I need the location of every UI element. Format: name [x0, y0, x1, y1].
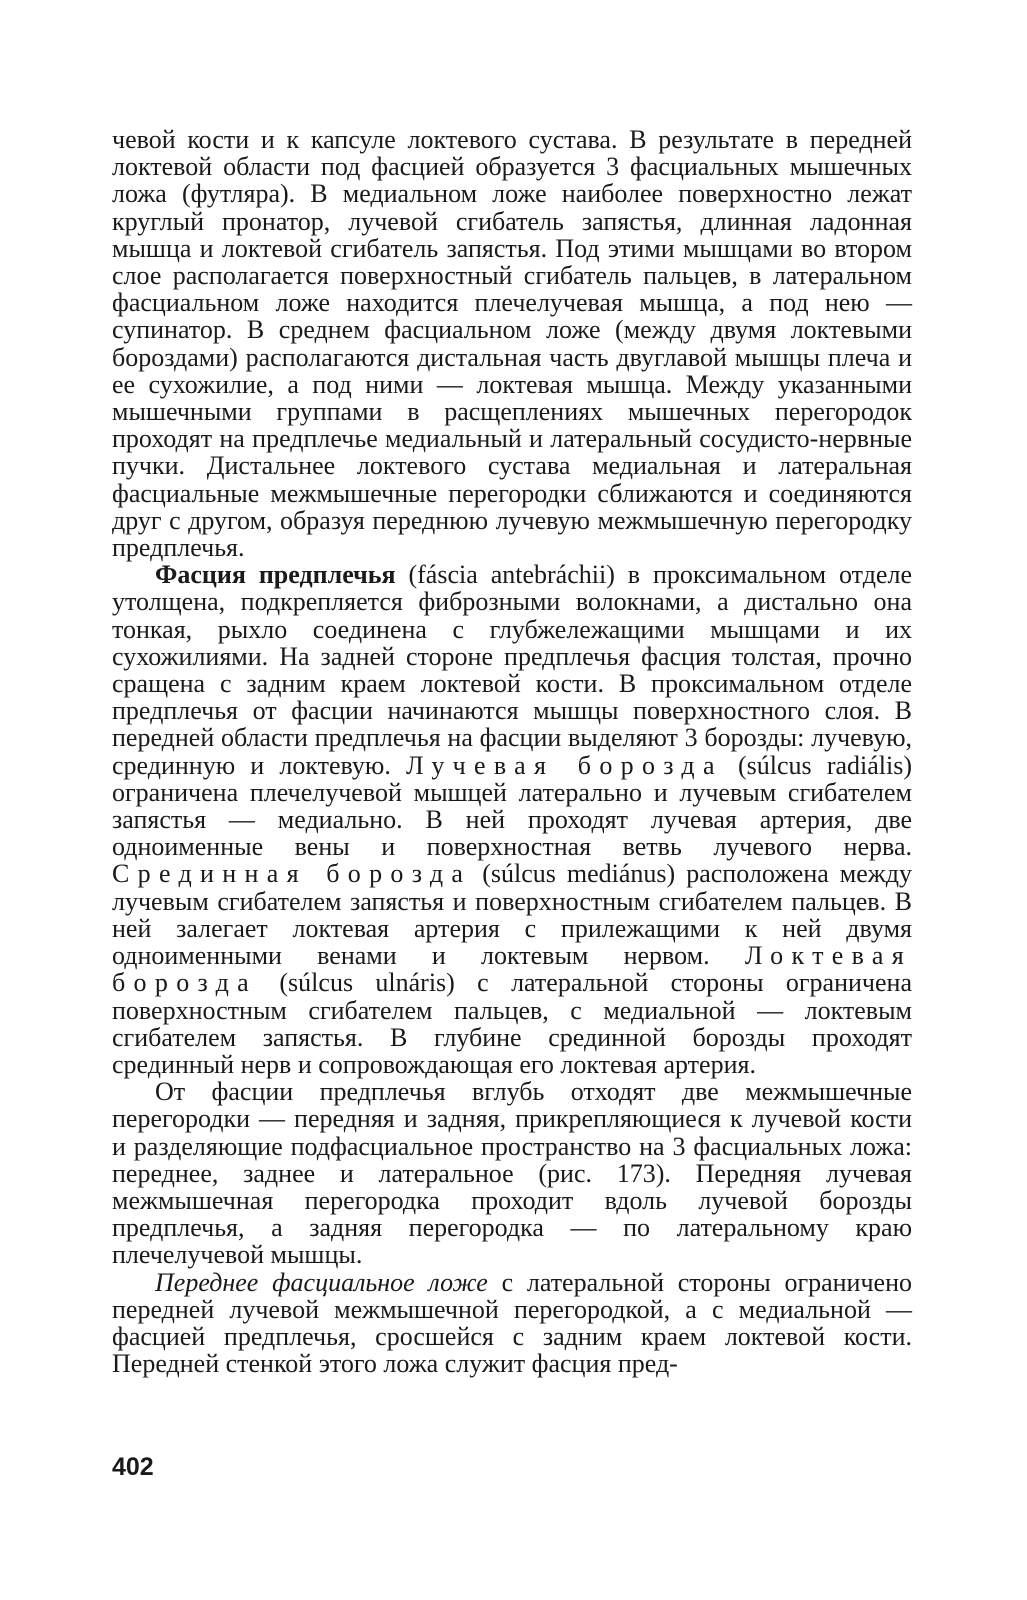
paragraph-3 — [112, 1078, 912, 1268]
paragraph-2 — [112, 561, 912, 1078]
term-ulnar-groove: Локтевая борозда — [112, 941, 912, 998]
paragraph-1 — [112, 126, 912, 561]
term-median-groove: Срединная борозда — [112, 859, 472, 889]
page-number: 402 — [112, 1453, 154, 1481]
paragraph-2-text-b: (súlcus radiális) ограничена плечелучевой мышцей латерально и лучевым сгибателем запястья — медиально. В ней проходят лучевая артерия, две одноименные вены и поверхностная ветвь лучевого нерва. — [112, 750, 912, 862]
paragraph-1-text: чевой кости и к капсуле локтевого сустава. В результате в передней локтевой области под фасцией образуется 3 фасциальных мышечных ложа (футляра). В медиальном ложе наиболее поверхностно лежат круглый пронатор, лучевой сгибатель запястья, длинная ладонная мышца и локтевой сгибатель запястья. Под этими мышцами во втором слое располагается поверхностный сгибатель пальцев, в латеральном фасциальном ложе находится плечелучевая мышца, а под нею — супинатор. В среднем фасциальном ложе (между двумя локтевыми бороздами) располагаются дистальная часть двуглавой мышцы плеча и ее сухожилие, а под ними — локтевая мышца. Между указанными мышечными группами в расщеплениях мышечных перегородок проходят на предплечье медиальный и латеральный сосудисто-нервные пучки. Дистальнее локтевого сустава медиальная и латеральная фасциальные межмышечные перегородки сближаются и соединяются друг с другом, образуя переднюю лучевую межмышечную перегородку предплечья. — [112, 125, 912, 563]
paragraph-4 — [112, 1269, 912, 1378]
paragraph-3-text: От фасции предплечья вглубь отходят две межмышечные перегородки — передняя и задняя, прикрепляющиеся к лучевой кости и разделяющие подфасциальное пространство на 3 фасциальных ложа: переднее, заднее и латеральное (рис. 173). Передняя лучевая межмышечная перегородка проходит вдоль лучевой борозды предплечья, а задняя перегородка — по латеральному краю плечелучевой мышцы. — [112, 1077, 912, 1270]
paragraph-4-text: с латеральной стороны ограничено передней лучевой межмышечной перегородкой, а с медиальной — фасцией предплечья, сросшейся с задним краем локтевой кости. Передней стенкой этого ложа служит фасция пред- — [112, 1267, 913, 1379]
term-anterior-fascial-compartment: Переднее фасциальное ложе — [155, 1267, 488, 1297]
term-radial-groove: Лучевая борозда — [406, 750, 723, 780]
paragraph-2-text-a: (fáscia antebráchii) в проксимальном отделе утолщена, подкрепляется фиброзными волокнами, а дистально она тонкая, рыхло соединена с глубжележащими мышцами и их сухожилиями. На задней стороне предплечья фасция толстая, прочно сращена с задним краем локтевой кости. В проксимальном отделе предплечья от фасции начинаются мышцы поверхностного слоя. В передней области предплечья на фасции выделяют 3 борозды: лучевую, срединную и локтевую. — [112, 560, 912, 780]
paragraph-2-text-d: (súlcus ulnáris) с латеральной стороны ограничена поверхностным сгибателем пальцев, с медиальной — локтевым сгибателем запястья. В глубине срединной борозды проходят срединный нерв и сопровождающая его локтевая артерия. — [112, 968, 912, 1079]
paragraph-2-text-c: (súlcus mediánus) расположена между лучевым сгибателем запястья и поверхностным сгибателем пальцев. В ней залегает локтевая артерия с прилежащими к ней двумя одноименными венами и локтевым нервом. — [112, 859, 912, 971]
page-body — [112, 126, 912, 1377]
term-fascia-antebrachii: Фасция предплечья — [155, 560, 396, 590]
